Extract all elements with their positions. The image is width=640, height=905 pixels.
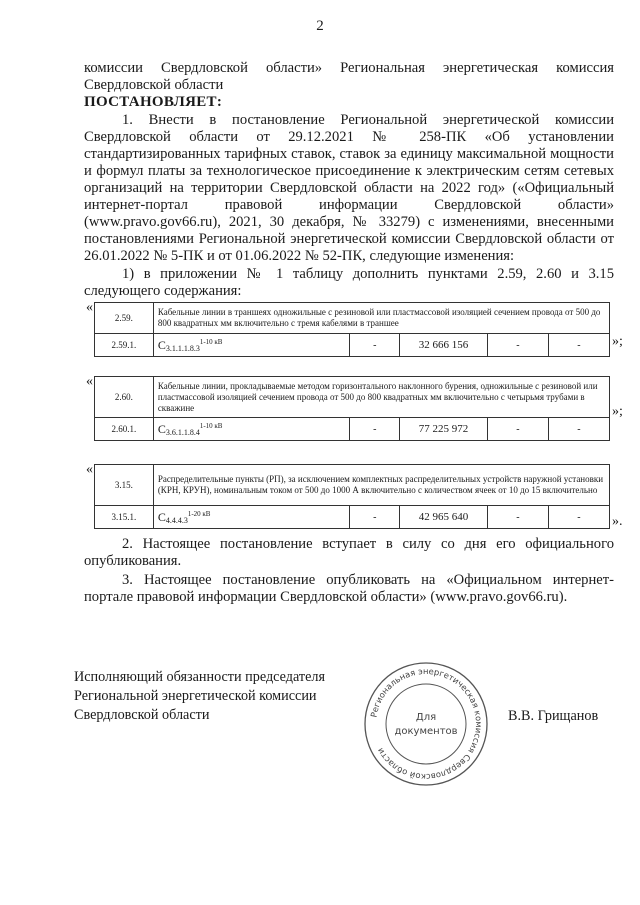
intro-line-1: комиссии Свердловской области» Региональная энергетическая комиссия bbox=[84, 60, 614, 76]
cell-a: - bbox=[350, 334, 400, 357]
table-quote-open-1: « bbox=[86, 300, 93, 315]
row-number: 2.59.1. bbox=[95, 334, 154, 357]
table-row bbox=[95, 506, 610, 529]
table-quote-open-2: « bbox=[86, 374, 93, 389]
code-superscript: 1-20 кВ bbox=[187, 509, 211, 518]
code-superscript: 1-10 кВ bbox=[199, 421, 223, 430]
cell-d: - bbox=[548, 334, 609, 357]
item-number: 2.60. bbox=[95, 377, 154, 418]
code-subscript: 3.1.1.1.8.3 bbox=[165, 343, 200, 353]
code-subscript: 3.6.1.1.8.4 bbox=[165, 427, 200, 437]
subitem-1: 1) в приложении № 1 таблицу дополнить пунктами 2.59, 2.60 и 3.15 следующего содержания: bbox=[84, 266, 614, 299]
signatory-name: В.В. Грищанов bbox=[508, 708, 599, 724]
page-number: 2 bbox=[316, 18, 324, 34]
rate-code bbox=[153, 418, 349, 441]
tariff-table-2-59 bbox=[94, 302, 610, 357]
item-description: Кабельные линии, прокладываемые методом горизонтального наклонного бурения, одножильные с резиновой или пластмассовой изоляцией сечением провода от 500 до 800 квадратных мм включительно с четырьмя трубами в скважине bbox=[153, 377, 609, 418]
official-stamp bbox=[362, 660, 490, 788]
code-subscript: 4.4.4.3 bbox=[165, 515, 188, 525]
row-number: 3.15.1. bbox=[95, 506, 154, 529]
intro-text bbox=[84, 60, 614, 94]
decree-heading: ПОСТАНОВЛЯЕТ: bbox=[84, 94, 223, 110]
cell-a: - bbox=[350, 506, 400, 529]
table-row bbox=[95, 334, 610, 357]
table-row bbox=[95, 303, 610, 334]
table-row bbox=[95, 418, 610, 441]
paragraph-1: 1. Внести в постановление Региональной энергетической комиссии Свердловской области от 29.12.2021 № 258-ПК «Об установлении стандартизированных тарифных ставок, ставок за единицу максимальной мощности и формул платы за технологическое присоединение к электрическим сетям сетевых организаций на территории Свердловской области на 2022 год» («Официальный интернет-портал правовой информации Свердловской области» (www.pravo.gov66.ru), 2021, 30 декабря, № 33279) с изменениями, внесенными постановлениями Региональной энергетической комиссии Свердловской области от 26.01.2022 № 5-ПК и от 01.06.2022 № 52-ПК, следующие изменения: bbox=[84, 112, 614, 264]
row-number: 2.60.1. bbox=[95, 418, 154, 441]
rate-value: 32 666 156 bbox=[400, 334, 488, 357]
table-quote-close-1: »; bbox=[612, 334, 623, 349]
code-base: С bbox=[157, 421, 166, 436]
code-base: С bbox=[157, 337, 166, 352]
table-quote-close-2: »; bbox=[612, 404, 623, 419]
stamp-ring-text: Региональная энергетическая комиссия Свердловской области bbox=[368, 665, 485, 783]
rate-value: 42 965 640 bbox=[400, 506, 488, 529]
rate-code bbox=[153, 334, 349, 357]
code-superscript: 1-10 кВ bbox=[199, 337, 223, 346]
cell-d: - bbox=[548, 418, 609, 441]
item-description: Кабельные линии в траншеях одножильные с резиновой или пластмассовой изоляцией сечением провода от 500 до 800 квадратных мм включительно с тремя кабелями в траншее bbox=[153, 303, 609, 334]
cell-c: - bbox=[487, 418, 548, 441]
cell-a: - bbox=[350, 418, 400, 441]
table-quote-open-3: « bbox=[86, 462, 93, 477]
paragraph-3: 3. Настоящее постановление опубликовать на «Официальном интернет-портале правовой информации Свердловской области» (www.pravo.gov66.ru). bbox=[84, 572, 614, 605]
item-number: 3.15. bbox=[95, 465, 154, 506]
table-quote-close-3: ». bbox=[612, 514, 623, 529]
signatory-block bbox=[74, 668, 364, 725]
item-number: 2.59. bbox=[95, 303, 154, 334]
signatory-title-2: Региональной энергетической комиссии bbox=[74, 688, 317, 704]
cell-c: - bbox=[487, 506, 548, 529]
stamp-center-line-1: Для bbox=[415, 712, 437, 723]
tariff-table-3-15 bbox=[94, 464, 610, 529]
intro-line-2: Свердловской области bbox=[84, 77, 224, 93]
rate-code bbox=[153, 506, 349, 529]
code-base: С bbox=[157, 509, 166, 524]
signatory-title-3: Свердловской области bbox=[74, 707, 210, 723]
paragraph-2: 2. Настоящее постановление вступает в силу со дня его официального опубликования. bbox=[84, 536, 614, 569]
cell-c: - bbox=[487, 334, 548, 357]
table-row bbox=[95, 377, 610, 418]
tariff-table-2-60 bbox=[94, 376, 610, 441]
cell-d: - bbox=[548, 506, 609, 529]
rate-value: 77 225 972 bbox=[400, 418, 488, 441]
signatory-title-1: Исполняющий обязанности председателя bbox=[74, 669, 325, 685]
table-row bbox=[95, 465, 610, 506]
item-description: Распределительные пункты (РП), за исключением комплектных распределительных устройств наружной установки (КРН, КРУН), номинальным током от 500 до 1000 А включительно с количеством ячеек от 10 до 15 включительно bbox=[153, 465, 609, 506]
stamp-center-line-2: документов bbox=[394, 726, 458, 737]
